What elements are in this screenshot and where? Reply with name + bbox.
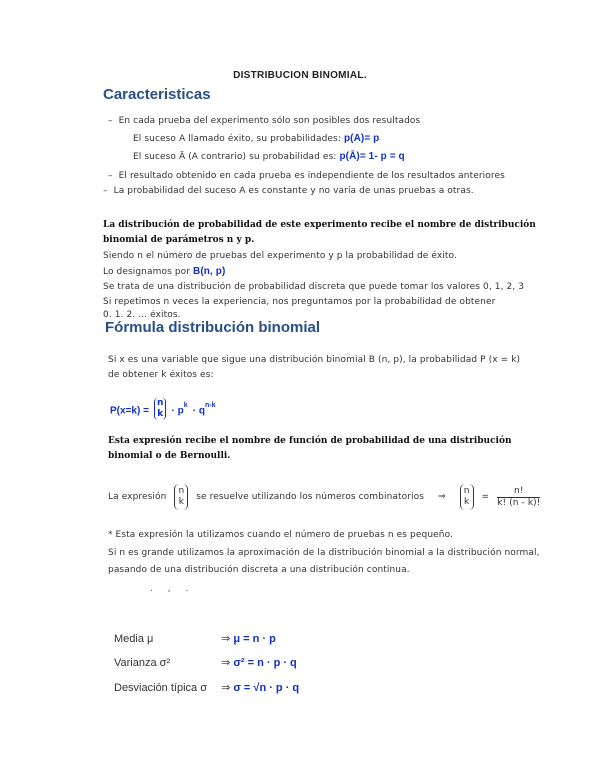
formula-bnp: B(n, p) bbox=[193, 266, 226, 277]
intro-line-2: de obtener k éxitos es: bbox=[108, 370, 214, 380]
stat-media: Media μ ⇒ μ = n · p bbox=[114, 633, 276, 645]
list-item: – En cada prueba del experimento sólo son posibles dos resultados bbox=[108, 116, 421, 126]
formula-failure: p(Ā)= 1- p = q bbox=[339, 151, 405, 162]
note-large-n-1: Si n es grande utilizamos la aproximación de la distribución binomial a la distribución normal, bbox=[108, 548, 540, 558]
para-n-pruebas: Siendo n el número de pruebas del experimento y p la probabilidad de éxito. bbox=[103, 251, 457, 261]
bold-definition-1: Esta expresión recibe el nombre de función de probabilidad de una distribución bbox=[108, 436, 512, 446]
sub-item-failure: El suceso Ā (A contrario) su probabilidad es: p(Ā)= 1- p = q bbox=[133, 151, 405, 162]
combinatorial-expression: La expresión n k se resuelve utilizando los números combinatorios ⇒ n k = $\frac{n!}{k! (n - k)!}$ bbox=[108, 484, 540, 510]
page-title: DISTRIBUCION BINOMIAL. bbox=[233, 70, 367, 81]
formula-success: p(A)= p bbox=[343, 133, 380, 144]
list-item: – El resultado obtenido en cada prueba es independiente de los resultados anteriores bbox=[108, 171, 505, 181]
note-small-n: * Esta expresión la utilizamos cuando el número de pruebas n es pequeño. bbox=[108, 530, 453, 540]
binomial-formula: P(x=k) = n k · $p^k \cdot q^{n-k}$ bbox=[110, 398, 216, 419]
list-item: – La probabilidad del suceso A es constante y no varía de unas pruebas a otras. bbox=[103, 186, 474, 196]
bold-definition-2: binomial o de Bernoulli. bbox=[108, 451, 231, 461]
heading-formula: Fórmula distribución binomial bbox=[105, 319, 321, 336]
para-definition-1: La distribución de probabilidad de este experimento recibe el nombre de distribución bbox=[103, 220, 536, 230]
para-repetimos: Si repetimos n veces la experiencia, nos preguntamos por la probabilidad de obtener bbox=[103, 297, 496, 307]
note-large-n-2: pasando de una distribución discreta a una distribución continua. bbox=[108, 565, 410, 575]
para-designamos: Lo designamos por B(n, p) bbox=[103, 266, 226, 277]
para-definition-2: binomial de parámetros n y p. bbox=[103, 235, 255, 245]
sub-item-success: El suceso A llamado éxito, su probabilidades: p(A)= p bbox=[133, 133, 380, 144]
stat-desviacion: Desviación típica σ ⇒ σ = √n · p · q bbox=[114, 682, 300, 694]
para-exitos: 0, 1, 2, ... éxitos. bbox=[103, 310, 181, 317]
stat-varianza: Varianza σ² ⇒ σ² = n · p · q bbox=[114, 657, 297, 669]
dots-line: . , . bbox=[150, 584, 195, 594]
heading-caracteristicas: Caracteristicas bbox=[103, 86, 211, 103]
intro-line-1: Si x es una variable que sigue una distribución binomial B (n, p), la probabilidad P (x = k) bbox=[108, 355, 521, 365]
para-discreta: Se trata de una distribución de probabilidad discreta que puede tomar los valores 0, 1, 2, 3 bbox=[103, 282, 525, 292]
